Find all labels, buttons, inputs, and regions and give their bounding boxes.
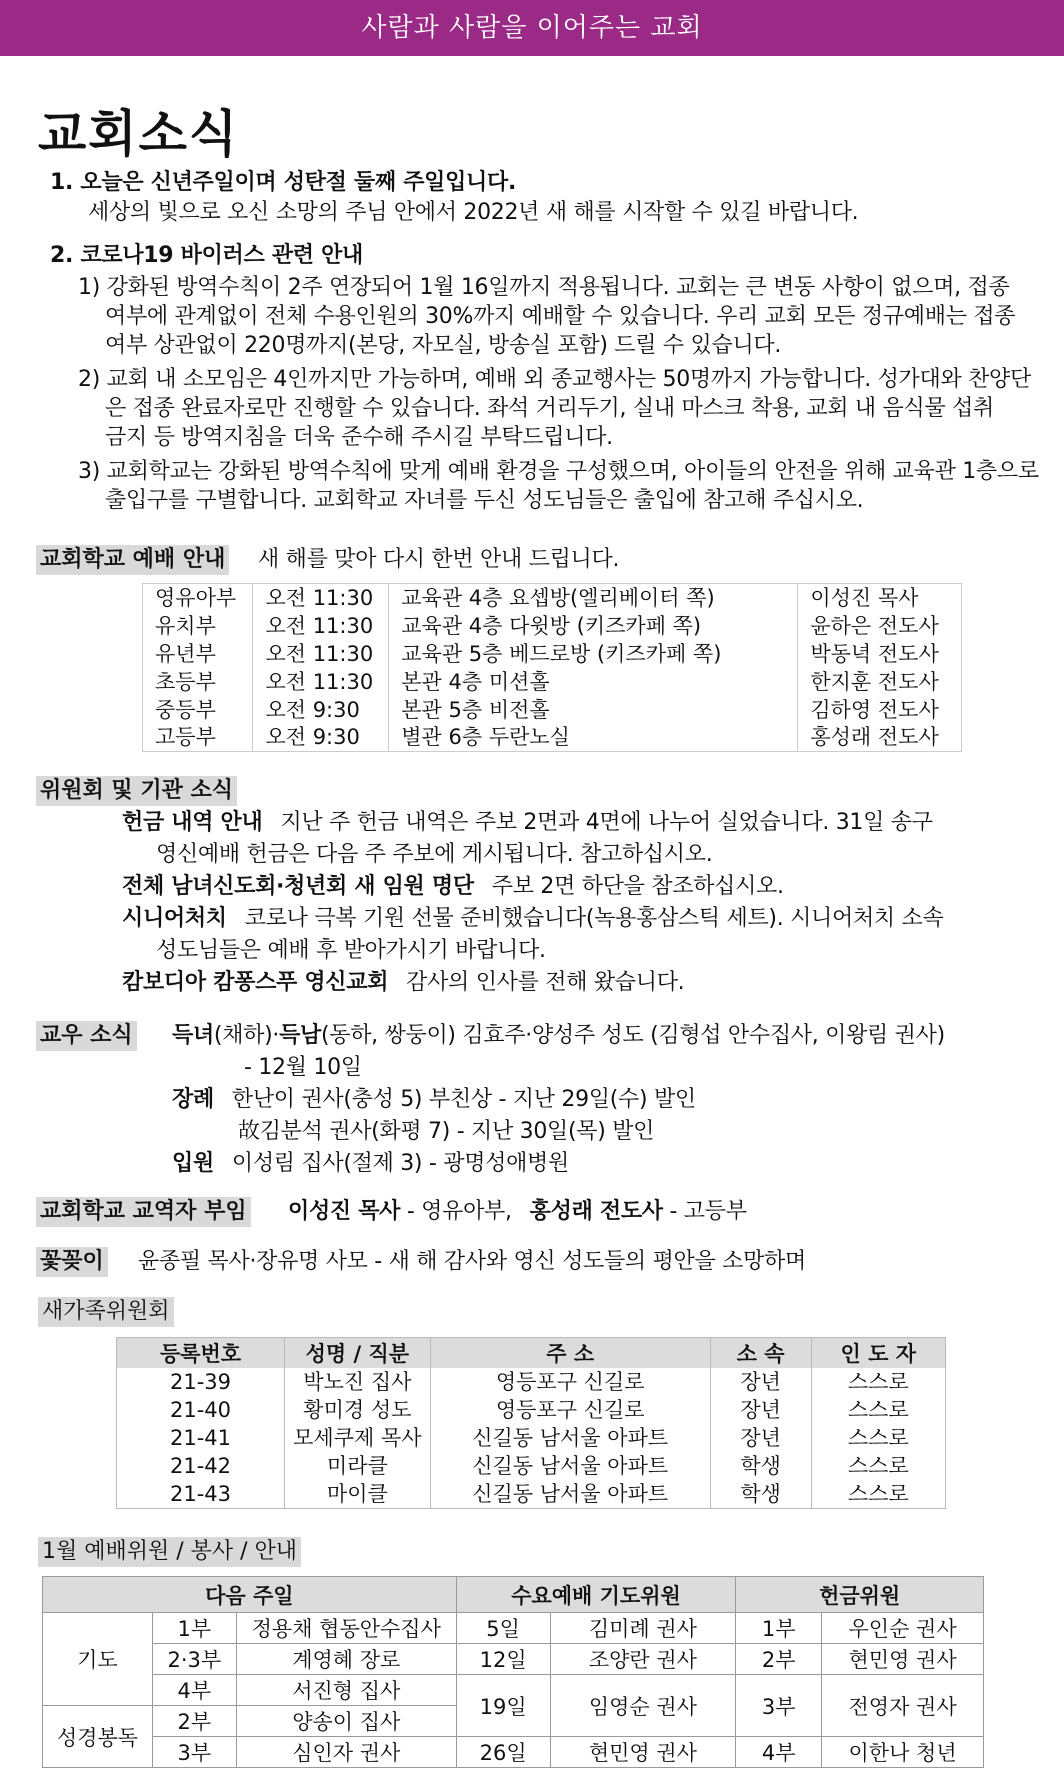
table-header-cell: 등록번호: [117, 1338, 285, 1369]
table-cell: 별관 6층 두란노실: [389, 724, 798, 752]
table-cell: 본관 5층 비전홀: [389, 696, 798, 724]
table-cell: 신길동 남서울 아파트: [430, 1452, 710, 1480]
table-cell: 오전 11:30: [253, 640, 389, 668]
table-cell: 장년: [710, 1424, 811, 1452]
senior-notice-title: 시니어처치: [122, 906, 227, 931]
staff-role-1: - 영유아부,: [406, 1199, 512, 1224]
notice-2-line: 2) 교회 내 소모임은 4인까지만 가능하며, 예배 외 종교행사는 50명까지 가능합니다. 성가대와 찬양단: [78, 367, 1031, 392]
table-cell: 스스로: [811, 1480, 945, 1508]
sunday-person: 계영혜 장로: [236, 1644, 456, 1675]
table-header-cell: 성명 / 직분: [285, 1338, 431, 1369]
table-row: [117, 1480, 946, 1508]
sunday-part: 2부: [152, 1706, 236, 1737]
table-cell: 마이클: [285, 1480, 431, 1508]
table-cell: 장년: [710, 1368, 811, 1396]
offering-notice-text: 지난 주 헌금 내역은 주보 2면과 4면에 나누어 실었습니다. 31일 송구: [280, 810, 933, 835]
table-cell: 영유아부: [143, 584, 253, 612]
duty-heading: 1월 예배위원 / 봉사 / 안내: [38, 1537, 301, 1567]
members-heading: 교우 소식: [36, 1021, 137, 1051]
duty-table: [42, 1576, 984, 1768]
table-row: [117, 1452, 946, 1480]
table-cell: 오전 11:30: [253, 668, 389, 696]
duty-col-offering: 헌금위원: [736, 1577, 984, 1613]
offering-person: 현민영 권사: [822, 1644, 984, 1675]
school-heading: 교회학교 예배 안내: [36, 545, 229, 575]
table-row: [143, 668, 962, 696]
table-cell: 고등부: [143, 724, 253, 752]
notice-2-line: 여부 상관없이 220명까지(본당, 자모실, 방송실 포함) 드릴 수 있습니다.: [105, 333, 782, 358]
table-cell: 이성진 목사: [798, 584, 962, 612]
funeral-text-2: 故김분석 권사(화평 7) - 지난 30일(목) 발인: [238, 1119, 655, 1144]
table-cell: 스스로: [811, 1452, 945, 1480]
table-cell: 오전 11:30: [253, 612, 389, 640]
offering-notice-title: 헌금 내역 안내: [122, 810, 263, 835]
offering-part: 4부: [736, 1737, 822, 1768]
school-schedule-table: [142, 583, 962, 752]
staff-role-2: - 고등부: [669, 1199, 747, 1224]
table-cell: 윤하은 전도사: [798, 612, 962, 640]
table-cell: 김하영 전도사: [798, 696, 962, 724]
table-row: [43, 1675, 984, 1706]
table-header-cell: 소 속: [710, 1338, 811, 1369]
table-cell: 스스로: [811, 1424, 945, 1452]
hospital-text: 이성림 집사(절제 3) - 광명성애병원: [231, 1151, 569, 1176]
offering-part: 1부: [736, 1613, 822, 1644]
notice-1-heading: 1. 오늘은 신년주일이며 성탄절 둘째 주일입니다.: [50, 170, 517, 195]
table-cell: 교육관 4층 다윗방 (키즈카페 쪽): [389, 612, 798, 640]
duty-col-sunday: 다음 주일: [43, 1577, 457, 1613]
staff-name-1: 이성진 목사: [288, 1199, 401, 1224]
wednesday-person: 현민영 권사: [550, 1737, 736, 1768]
birth-date: - 12월 10일: [244, 1055, 362, 1080]
table-row: [143, 696, 962, 724]
committee-heading: 위원회 및 기관 소식: [36, 776, 237, 806]
reading-label: 성경봉독: [43, 1706, 153, 1768]
table-row: [117, 1368, 946, 1396]
table-cell: 중등부: [143, 696, 253, 724]
sunday-person: 정용채 협동안수집사: [236, 1613, 456, 1644]
newfamily-table: [116, 1337, 946, 1509]
wednesday-date: 12일: [456, 1644, 550, 1675]
table-cell: 영등포구 신길로: [430, 1368, 710, 1396]
table-cell: 오전 9:30: [253, 696, 389, 724]
table-cell: 학생: [710, 1452, 811, 1480]
prayer-label: 기도: [43, 1613, 153, 1706]
table-row: [117, 1424, 946, 1452]
table-row: [143, 724, 962, 752]
table-cell: 홍성래 전도사: [798, 724, 962, 752]
senior-notice-text-2: 성도님들은 예배 후 받아가시기 바랍니다.: [156, 938, 546, 963]
table-cell: 박동녁 전도사: [798, 640, 962, 668]
sunday-part: 3부: [152, 1737, 236, 1768]
offering-person: 우인순 권사: [822, 1613, 984, 1644]
table-cell: 21-43: [117, 1480, 285, 1508]
page-title: 교회소식: [38, 104, 240, 163]
offering-part: 3부: [736, 1675, 822, 1737]
table-row: [143, 640, 962, 668]
notice-2-line: 은 접종 완료자로만 진행할 수 있습니다. 좌석 거리두기, 실내 마스크 착용, 교회 내 음식물 섭취: [105, 396, 995, 421]
table-cell: 21-41: [117, 1424, 285, 1452]
table-row: [43, 1737, 984, 1768]
table-cell: 교육관 5층 베드로방 (키즈카페 쪽): [389, 640, 798, 668]
table-cell: 박노진 집사: [285, 1368, 431, 1396]
table-cell: 학생: [710, 1480, 811, 1508]
senior-notice-text: 코로나 극복 기원 선물 준비했습니다(녹용홍삼스틱 세트). 시니어처치 소속: [244, 906, 944, 931]
wednesday-date: 26일: [456, 1737, 550, 1768]
duty-col-wednesday: 수요예배 기도위원: [456, 1577, 736, 1613]
table-cell: 신길동 남서울 아파트: [430, 1480, 710, 1508]
staff-heading: 교회학교 교역자 부임: [36, 1197, 251, 1227]
wednesday-person: 김미례 권사: [550, 1613, 736, 1644]
table-cell: 유치부: [143, 612, 253, 640]
sunday-part: 4부: [152, 1675, 236, 1706]
notice-2-line: 금지 등 방역지침을 더욱 준수해 주시길 부탁드립니다.: [105, 425, 613, 450]
funeral-text: 한난이 권사(충성 5) 부친상 - 지난 29일(수) 발인: [231, 1087, 696, 1112]
table-cell: 황미경 성도: [285, 1396, 431, 1424]
sunday-part: 2·3부: [152, 1644, 236, 1675]
table-cell: 신길동 남서울 아파트: [430, 1424, 710, 1452]
wednesday-date: 5일: [456, 1613, 550, 1644]
table-cell: 스스로: [811, 1368, 945, 1396]
table-cell: 본관 4층 미션홀: [389, 668, 798, 696]
table-row: [43, 1613, 984, 1644]
table-cell: 오전 11:30: [253, 584, 389, 612]
notice-2-line: 여부에 관계없이 전체 수용인원의 30%까지 예배할 수 있습니다. 우리 교회 모든 정규예배는 접종: [105, 304, 1016, 329]
table-cell: 모세쿠제 목사: [285, 1424, 431, 1452]
table-cell: 21-40: [117, 1396, 285, 1424]
school-intro: 새 해를 맞아 다시 한번 안내 드립니다.: [258, 547, 620, 572]
birth-text-2: (동하, 쌍둥이) 김효주·양성주 성도 (김형섭 안수집사, 이왕림 권사): [320, 1023, 945, 1048]
table-cell: 유년부: [143, 640, 253, 668]
sunday-person: 심인자 권사: [236, 1737, 456, 1768]
wednesday-date: 19일: [456, 1675, 550, 1737]
table-cell: 스스로: [811, 1396, 945, 1424]
sunday-person: 서진형 집사: [236, 1675, 456, 1706]
table-row: [143, 612, 962, 640]
offering-person: 이한나 청년: [822, 1737, 984, 1768]
cambodia-notice-text: 감사의 인사를 전해 왔습니다.: [406, 970, 685, 995]
offering-person: 전영자 권사: [822, 1675, 984, 1737]
table-cell: 교육관 4층 요셉방(엘리베이터 쪽): [389, 584, 798, 612]
wednesday-person: 임영순 권사: [550, 1675, 736, 1737]
table-cell: 미라클: [285, 1452, 431, 1480]
birth-text: (채하)·: [213, 1023, 280, 1048]
officers-notice-text: 주보 2면 하단을 참조하십시오.: [491, 874, 784, 899]
table-cell: 초등부: [143, 668, 253, 696]
hospital-label: 입원: [172, 1151, 214, 1176]
birth-label-2: 득남: [279, 1023, 321, 1048]
table-cell: 오전 9:30: [253, 724, 389, 752]
table-row: [117, 1396, 946, 1424]
table-header-cell: 주 소: [430, 1338, 710, 1369]
table-cell: 장년: [710, 1396, 811, 1424]
table-header-cell: 인 도 자: [811, 1338, 945, 1369]
flower-text: 윤종필 목사·장유명 사모 - 새 해 감사와 영신 성도들의 평안을 소망하며: [138, 1249, 806, 1274]
flower-heading: 꽃꽂이: [36, 1247, 108, 1277]
table-row: [43, 1644, 984, 1675]
notice-2-line: 3) 교회학교는 강화된 방역수칙에 맞게 예배 환경을 구성했으며, 아이들의 안전을 위해 교육관 1층으로: [78, 459, 1039, 484]
staff-name-2: 홍성래 전도사: [529, 1199, 663, 1224]
wednesday-person: 조양란 권사: [550, 1644, 736, 1675]
officers-notice-title: 전체 남녀신도회·청년회 새 임원 명단: [122, 874, 474, 899]
table-cell: 영등포구 신길로: [430, 1396, 710, 1424]
table-cell: 한지훈 전도사: [798, 668, 962, 696]
notice-1-body: 세상의 빛으로 오신 소망의 주님 안에서 2022년 새 해를 시작할 수 있길 바랍니다.: [88, 200, 859, 225]
header-banner: 사람과 사람을 이어주는 교회: [0, 0, 1064, 56]
newfamily-heading: 새가족위원회: [38, 1297, 174, 1327]
funeral-label: 장례: [172, 1087, 214, 1112]
notice-2-heading: 2. 코로나19 바이러스 관련 안내: [50, 243, 363, 268]
table-row: [143, 584, 962, 612]
notice-2-line: 출입구를 구별합니다. 교회학교 자녀를 두신 성도님들은 출입에 참고해 주십시오.: [105, 488, 864, 513]
table-cell: 21-42: [117, 1452, 285, 1480]
table-cell: 21-39: [117, 1368, 285, 1396]
cambodia-notice-title: 캄보디아 캄퐁스푸 영신교회: [122, 970, 389, 995]
offering-notice-text-2: 영신예배 헌금은 다음 주 주보에 게시됩니다. 참고하십시오.: [156, 842, 713, 867]
notice-2-line: 1) 강화된 방역수칙이 2주 연장되어 1월 16일까지 적용됩니다. 교회는 큰 변동 사항이 없으며, 접종: [78, 275, 1010, 300]
sunday-person: 양송이 집사: [236, 1706, 456, 1737]
sunday-part: 1부: [152, 1613, 236, 1644]
birth-label: 득녀: [172, 1023, 214, 1048]
offering-part: 2부: [736, 1644, 822, 1675]
